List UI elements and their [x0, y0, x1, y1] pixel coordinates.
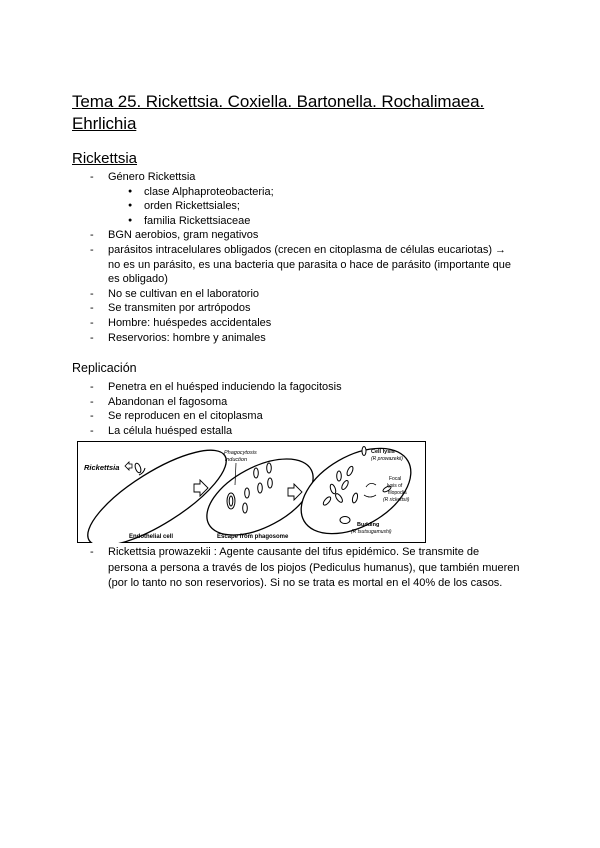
- label-focal-3: filopodia: [388, 490, 407, 496]
- section-heading-replicacion: Replicación: [72, 361, 137, 375]
- page-title: Tema 25. Rickettsia. Coxiella. Bartonella. Rochalimaea. Ehrlichia: [72, 92, 485, 133]
- list-item: - Rickettsia prowazekii : Agente causante del tifus epidémico. Se transmite de persona a persona a través de los piojos (Pediculus humanus), que también mueren (por lo tanto no son reservorios). Si no se trata es mortal en el 40% de los casos.: [90, 545, 520, 592]
- label-focal-1: Focal: [389, 476, 402, 482]
- replication-diagram: [77, 441, 426, 543]
- label-celllysis-species: (R prowazekii): [371, 456, 403, 462]
- list-item: - Reservorios: hombre y animales: [90, 331, 520, 346]
- list-item: - parásitos intracelulares obligados (crecen en citoplasma de células eucariotas) → no es un parásito, es una bacteria que parasita o hace de parásito (importante que es obligado): [90, 243, 520, 287]
- label-focal-species: (R rickettsii): [383, 497, 410, 503]
- list-item: [90, 170, 520, 228]
- label-phagocytosis-2: induction: [225, 457, 248, 463]
- section-heading-rickettsia: Rickettsia: [72, 150, 138, 167]
- replicacion-list: [90, 380, 520, 438]
- label-rickettsia: Rickettsia: [84, 463, 120, 472]
- label-budding-species: (R tsutsugamushi): [351, 529, 392, 535]
- list-item: - Penetra en el huésped induciendo la fagocitosis: [90, 380, 520, 395]
- list-item: - BGN aerobios, gram negativos: [90, 228, 520, 243]
- list-item: - Se transmiten por artrópodos: [90, 301, 520, 316]
- sub-list-item: ● familia Rickettsiaceae: [108, 214, 520, 229]
- budding-vesicle: [340, 517, 350, 524]
- list-item: - No se cultivan en el laboratorio: [90, 287, 520, 302]
- bacterium-icon: [258, 483, 263, 493]
- bacterium-icon: [267, 463, 272, 473]
- bacterium-icon: [245, 488, 250, 498]
- list-item: - Hombre: huéspedes accidentales: [90, 316, 520, 331]
- list-item: - La célula huésped estalla: [90, 424, 520, 439]
- bacterium-icon: [337, 471, 342, 481]
- bacterium-icon: [243, 503, 248, 513]
- list-item: - Abandonan el fagosoma: [90, 395, 520, 410]
- label-escape: Escape from phagosome: [217, 534, 289, 540]
- label-budding: Budding: [357, 522, 380, 528]
- sub-list-item: ● clase Alphaproteobacteria;: [108, 185, 520, 200]
- list-item-text: Género Rickettsia: [108, 171, 196, 183]
- label-endothelial: Endothelial cell: [129, 534, 174, 540]
- label-phagocytosis: Phagocytosis: [224, 450, 257, 456]
- bacterium-icon: [268, 478, 273, 488]
- list-item: - Se reproducen en el citoplasma: [90, 409, 520, 424]
- bacterium-icon: [229, 496, 233, 506]
- prowazekii-list: [90, 545, 520, 592]
- rickettsia-list: [90, 170, 520, 345]
- bacterium-icon: [362, 447, 366, 456]
- sub-list: [108, 185, 520, 229]
- label-celllysis: Cell lysis: [371, 449, 395, 455]
- label-focal-2: lysis of: [387, 483, 403, 489]
- bacterium-icon: [254, 468, 259, 478]
- sub-list-item: ● orden Rickettsiales;: [108, 199, 520, 214]
